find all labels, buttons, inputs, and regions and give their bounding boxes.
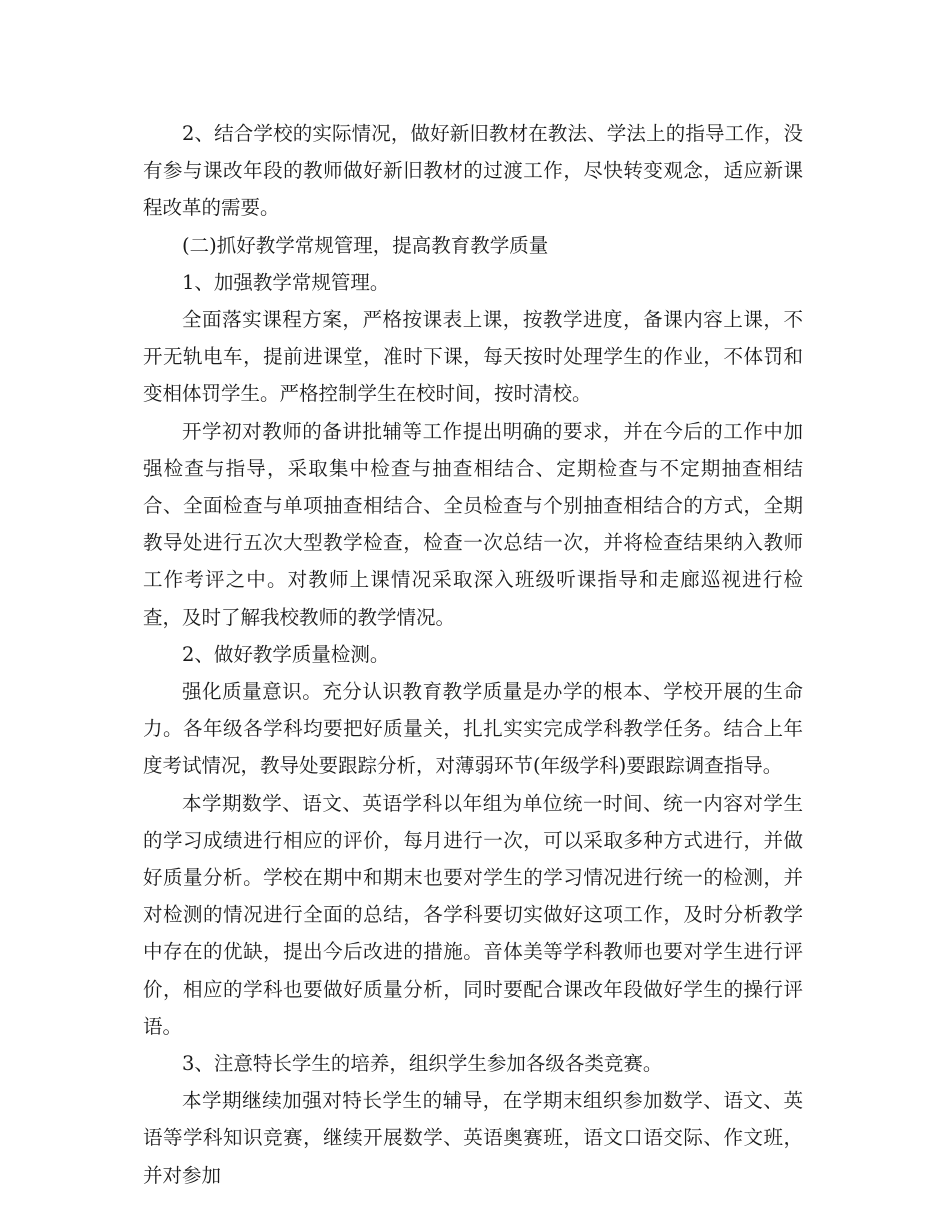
document-body (143, 115, 803, 1194)
section-heading-routine-management: (二)抓好教学常规管理，提高教育教学质量 (182, 233, 549, 257)
paragraph-semester-evaluation: 本学期数学、语文、英语学科以年组为单位统一时间、统一内容对学生的学习成绩进行相应的评价，每月进行一次，可以采取多种方式进行，并做好质量分析。学校在期中和期末也要对学生的学习情况进行统一的检测，并对检测的情况进行全面的总结，各学科要切实做好这项工作，及时分析教学中存在的优缺，提出今后改进的措施。音体美等学科教师也要对学生进行评价，相应的学科也要做好质量分析，同时要配合课改年段做好学生的操行评语。 (143, 791, 803, 1038)
subheading-talent-cultivation: 3、注意特长学生的培养，组织学生参加各级各类竞赛。 (182, 1052, 663, 1076)
paragraph-teaching-inspection: 开学初对教师的备讲批辅等工作提出明确的要求，并在今后的工作中加强检查与指导，采取集中检查与抽查相结合、定期检查与不定期抽查相结合、全面检查与单项抽查相结合、全员检查与个别抽查相结合的方式，全期教导处进行五次大型教学检查，检查一次总结一次，并将检查结果纳入教师工作考评之中。对教师上课情况采取深入班级听课指导和走廊巡视进行检查，及时了解我校教师的教学情况。 (143, 419, 803, 629)
paragraph-talent-training: 本学期继续加强对特长学生的辅导，在学期末组织参加数学、语文、英语等学科知识竞赛，继续开展数学、英语奥赛班，语文口语交际、作文班，并对参加 (143, 1089, 803, 1187)
paragraph-quality-awareness: 强化质量意识。充分认识教育教学质量是办学的根本、学校开展的生命力。各年级各学科均要把好质量关，扎扎实实完成学科教学任务。结合上年度考试情况，教导处要跟踪分析，对薄弱环节(年级学科)要跟踪调查指导。 (143, 680, 803, 778)
subheading-quality-testing: 2、做好教学质量检测。 (182, 642, 390, 666)
paragraph-curriculum-implementation: 全面落实课程方案，严格按课表上课，按教学进度，备课内容上课，不开无轨电车，提前进课堂，准时下课，每天按时处理学生的作业，不体罚和变相体罚学生。严格控制学生在校时间，按时清校。 (143, 308, 803, 406)
paragraph-textbook-guidance: 2、结合学校的实际情况，做好新旧教材在教法、学法上的指导工作，没有参与课改年段的教师做好新旧教材的过渡工作，尽快转变观念，适应新课程改革的需要。 (143, 122, 803, 220)
subheading-strengthen-routine: 1、加强教学常规管理。 (182, 270, 390, 294)
